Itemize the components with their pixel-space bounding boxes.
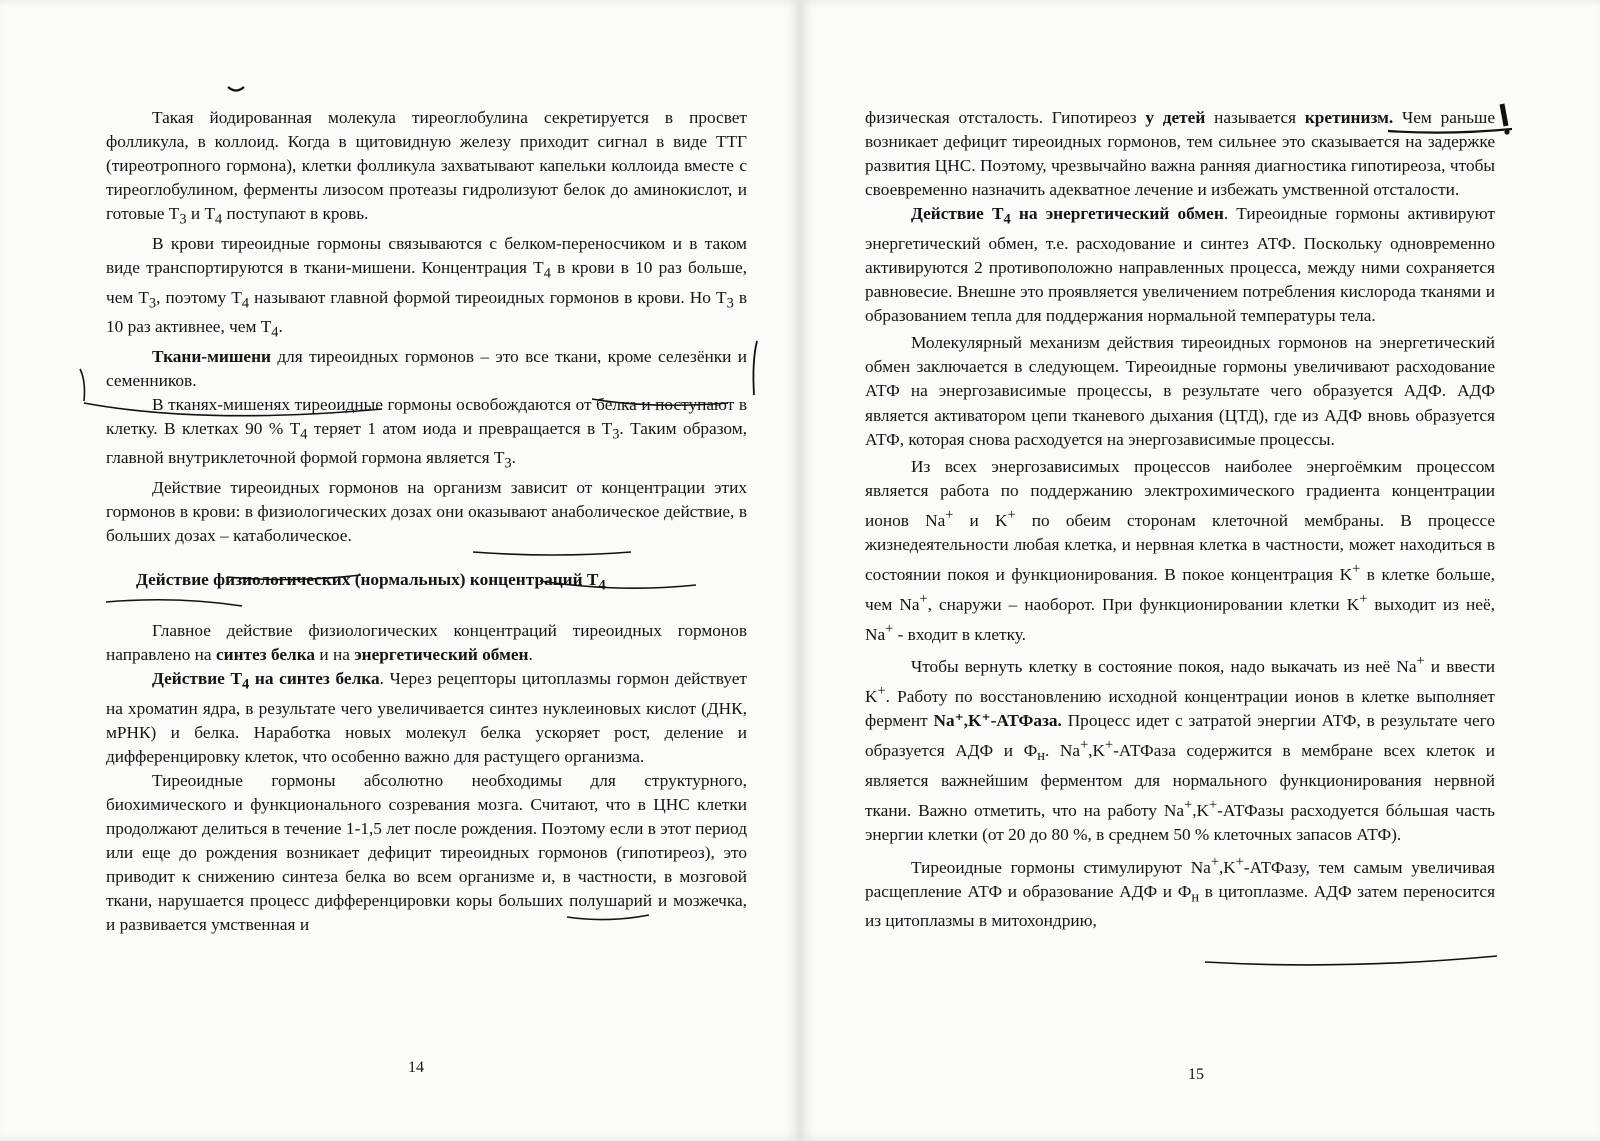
paragraph: Тиреоидные гормоны абсолютно необходимы для структурного, биохимического и функционального созревания мозга. Считают, что в ЦНС клетки продолжают делиться в течение 1-1,5 лет после рождения. Поэтому если в этот период или еще до рождения возникает дефицит тиреоидных гормонов (гипотиреоз), это приводит к снижению синтеза белка во всем организме и, в частности, в мозговой ткани, нарушается процесс дифференцировки коры больших полушарий и мозжечка, и развивается умственная и — [106, 770, 747, 935]
paragraph: Главное действие физиологических концентраций тиреоидных гормонов направлено на синтез белка и на энергетический обмен. — [106, 620, 747, 664]
paragraph: Тиреоидные гормоны стимулируют Na+,K+-АТФазу, тем самым увеличивая расщепление АТФ и образование АДФ и $Ф_н$ в цитоплазме. АДФ затем переносится из цитоплазмы в митохондрию, — [865, 853, 1496, 931]
paragraph: Чтобы вернуть клетку в состояние покоя, надо выкачать из неё Na+ и ввести K+. Работу по восстановлению исходной концентрации ионов в клетке выполняет фермент Na⁺,K⁺-АТФаза. Процесс идет с затратой энергии АТФ, в результате чего образуется АДФ и $Ф_н$. Na+,K+-АТФаза содержится в мембране всех клеток и является важнейшим ферментом для нормального функционирования нервной ткани. Важно отметить, что на работу Na+,K+-АТФазы расходуется бóльшая часть энергии клетки (от 20 до 80 %, в среднем 50 % клеточных запасов АТФ). — [865, 653, 1496, 844]
pen-mark-breve — [228, 87, 244, 91]
paragraph: Действие $T_4$ на синтез белка. Через рецепторы цитоплазмы гормон действует на хроматин ядра, в результате чего увеличивается синтез нуклеиновых кислот (ДНК, мРНК) и белка. Наработка новых молекул белка ускоряет рост, деление и дифференцировку клеток, что особенно важно для растущего организма. — [106, 669, 747, 766]
paragraph: В крови тиреоидные гормоны связываются с белком-переносчиком и в таком виде транспортируются в ткани-мишени. Концентрация $T_4$ в крови в 10 раз больше, чем $T_3$, поэтому $T_4$ называют главной формой тиреоидных гормонов в крови. Но $T_3$ в 10 раз активнее, чем $T_4$. — [106, 233, 747, 341]
right-page-text — [865, 106, 1495, 933]
paragraph: Такая йодированная молекула тиреоглобулина секретируется в просвет фолликула, в коллоид. Когда в щитовидную железу приходит сигнал в виде ТТГ (тиреотропного гормона), клетки фолликула захватывают капельки коллоида вместе с тиреоглобулином, ферменты лизосом протеазы гидролизуют белок до аминокислот, и готовые $T_3$ и $T_4$ поступают в кровь. — [106, 108, 747, 228]
pen-margin-line — [753, 341, 757, 395]
paragraph: Из всех энергозависимых процессов наиболее энергоёмким процессом является работа по поддержанию электрохимического градиента концентрации ионов Na+ и K+ по обеим сторонам клеточной мембраны. В процессе жизнедеятельности любая клетка, и нервная клетка в частности, может находиться в состоянии покоя и функционирования. В покое концентрация K+ в клетке больше, чем Na+, снаружи – наоборот. При функционировании клетки K+ выходит из неё, Na+ - входит в клетку. — [865, 456, 1495, 644]
paragraph: физическая отсталость. Гипотиреоз у детей называется кретинизм. Чем раньше возникает дефицит тиреоидных гормонов, тем сильнее это сказывается на задержке развития ЦНС. Поэтому, чрезвычайно важна ранняя диагностика гипотиреоза, чтобы своевременно назначить адекватное лечение и избежать умственной отсталости. — [865, 108, 1495, 200]
paragraph: Действие тиреоидных гормонов на организм зависит от концентрации этих гормонов в крови: в физиологических дозах они оказывают анаболическое действие, в больших дозах – катаболическое. — [106, 478, 747, 546]
right-page — [800, 0, 1600, 1141]
pen-margin-line — [80, 369, 85, 401]
pen-exclamation — [1502, 104, 1506, 126]
section-heading: Действие физиологических (нормальных) концентраций $T_4$ — [136, 570, 606, 594]
page-number: 14 — [408, 1059, 424, 1076]
left-page-text — [106, 106, 747, 938]
paragraph: Ткани-мишени для тиреоидных гормонов – это все ткани, кроме селезёнки и семенников. — [106, 346, 747, 390]
pen-exclamation-dot — [1504, 129, 1509, 134]
paragraph: Действие $T_4$ на энергетический обмен. Тиреоидные гормоны активируют энергетический обмен, т.е. расходование и синтез АТФ. Поскольку одновременно активируются 2 противоположно направленных процесса, между ними сохраняется равновесие. Внешне это проявляется увеличением потребления кислорода тканями и образованием тепла для поддержания нормальной температуры тела. — [865, 204, 1495, 326]
paragraph: Молекулярный механизм действия тиреоидных гормонов на энергетический обмен заключается в следующем. Тиреоидные гормоны увеличивают расходование АТФ на энергозависимые процессы, в результате чего образуется АДФ. АДФ является активатором цепи тканевого дыхания (ЦТД), где из АДФ вновь образуется АТФ, которая снова расходуется на энергозависимые процессы. — [865, 333, 1495, 449]
pen-underline — [1205, 956, 1497, 965]
page-number: 15 — [1188, 1066, 1204, 1083]
paragraph: В тканях-мишенях тиреоидные гормоны освобождаются от белка и поступают в клетку. В клетках 90 % $T_4$ теряет 1 атом иода и превращается в $T_3$. Таким образом, главной внутриклеточной формой гормона является $T_3$. — [106, 394, 747, 472]
